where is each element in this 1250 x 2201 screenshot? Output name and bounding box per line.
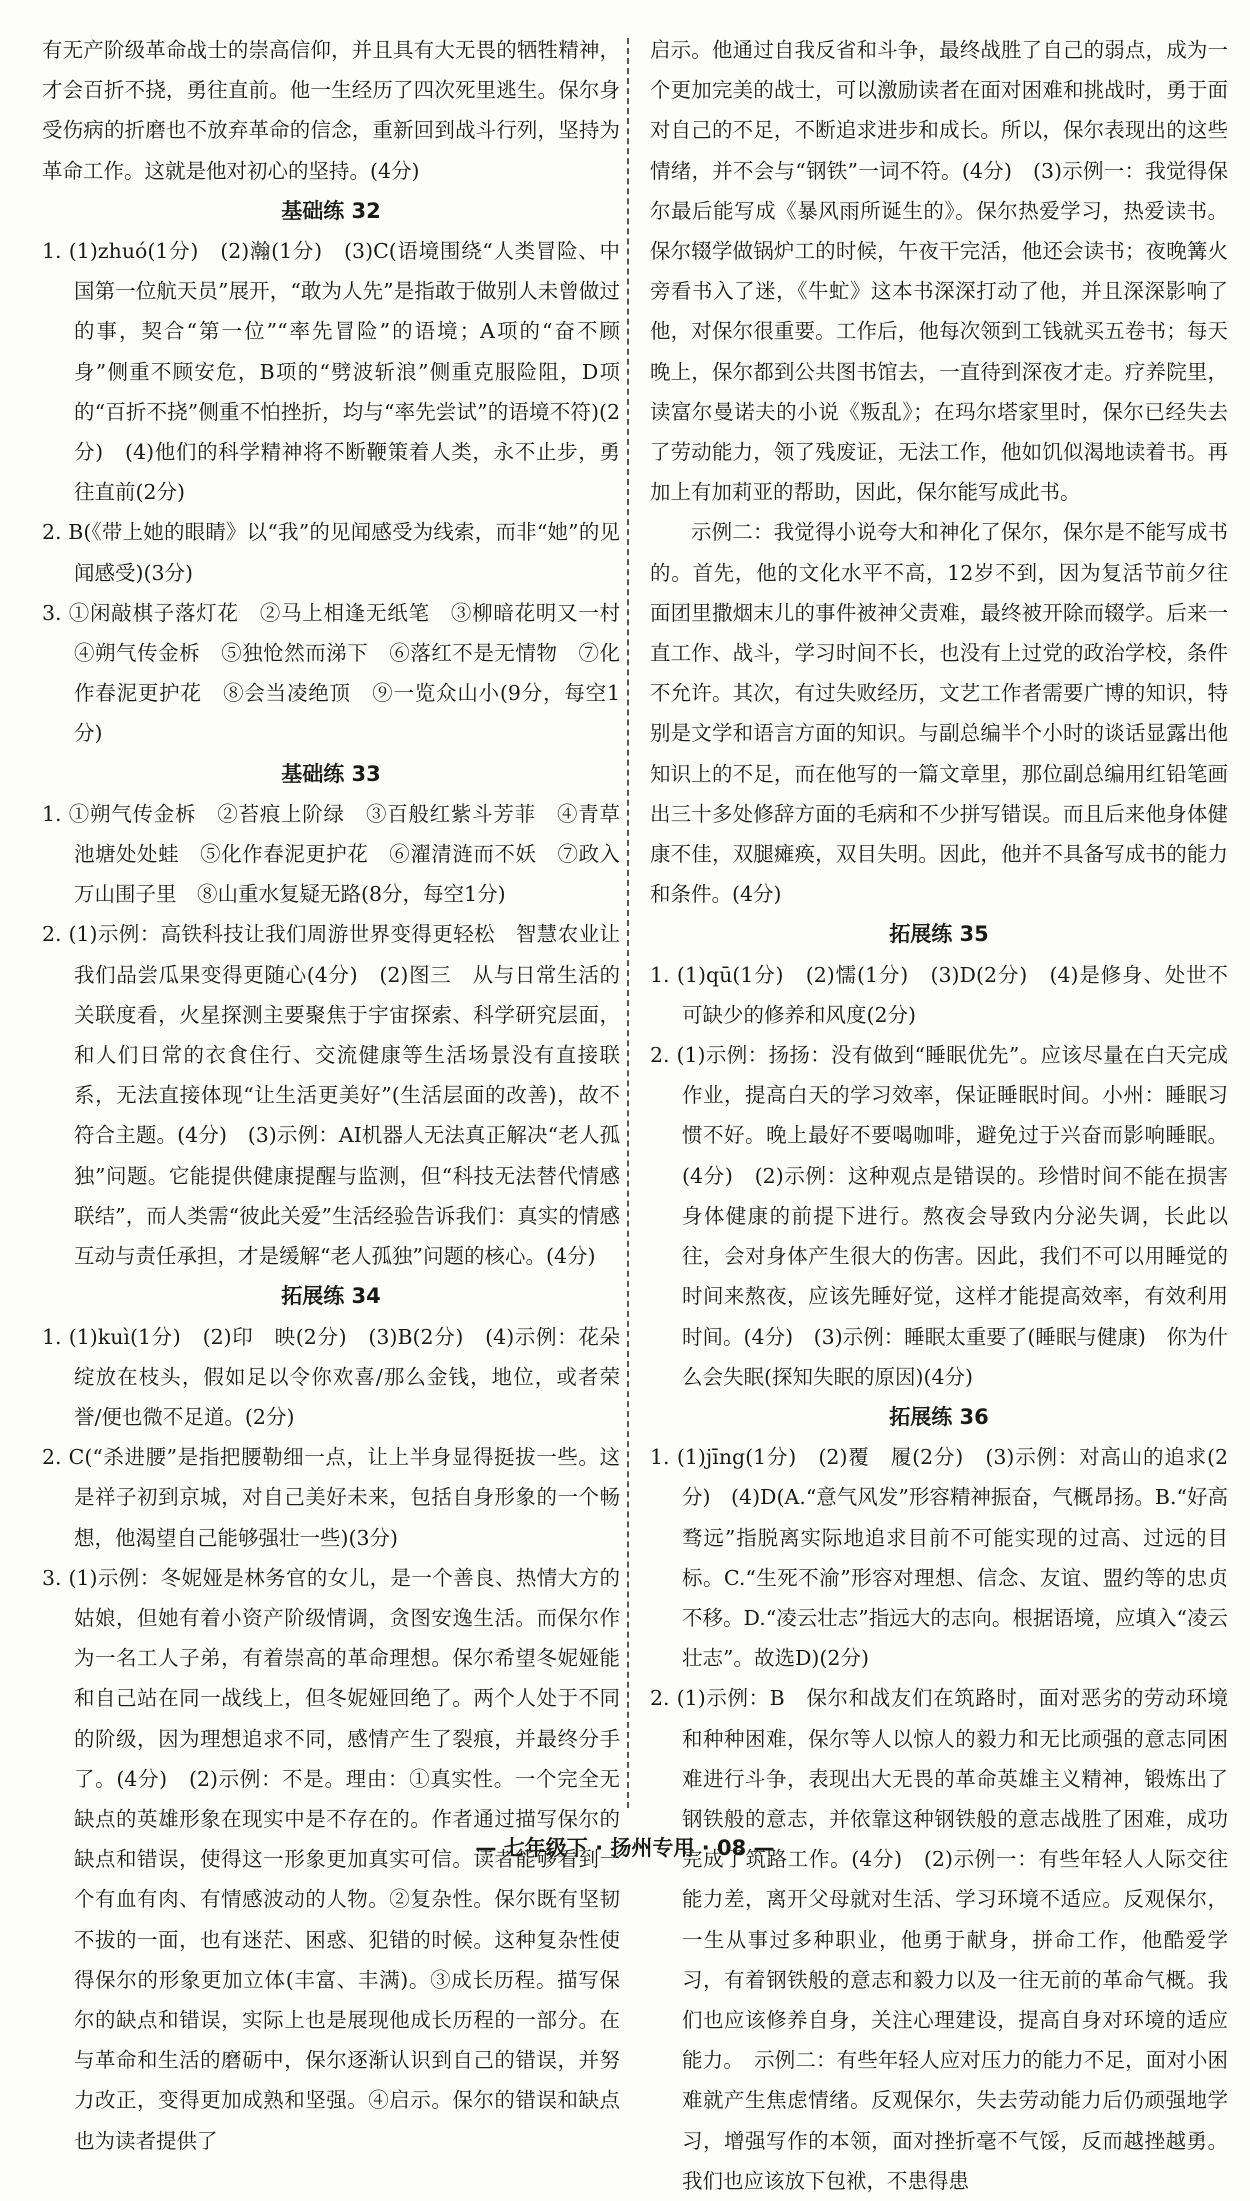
continued-paragraph-right: 启示。他通过自我反省和斗争，最终战胜了自己的弱点，成为一个更加完美的战士，可以激励读者在面对困难和挑战时，勇于面对自己的不足，不断追求进步和成长。所以，保尔表现出的这些情绪，并不会与“钢铁”一词不符。(4分) (3)示例一：我觉得保尔最后能写成《暴风雨所诞生的》。保尔热爱学习，热爱读书。保尔辍学做锅炉工的时候，午夜干完活，他还会读书；夜晚篝火旁看书入了迷，《牛虻》这本书深深打动了他，并且深深影响了他，对保尔很重要。工作后，他每次领到工钱就买五卷书；每天晚上，保尔都到公共图书馆去，一直待到深夜才走。疗养院里，读富尔曼诺夫的小说《叛乱》；在玛尔塔家里时，保尔已经失去了劳动能力，领了残废证，无法工作，他如饥似渴地读着书。再加上有加莉亚的帮助，因此，保尔能写成此书。 — [650, 38, 1228, 505]
answer-35-2: 2. (1)示例：扬扬：没有做到“睡眠优先”。应该尽量在白天完成作业，提高白天的学习效率，保证睡眠时间。小州：睡眠习惯不好。晚上最好不要喝咖啡，避免过于兴奋而影响睡眠。(4分) (2)示例：这种观点是错误的。珍惜时间不能在损害身体健康的前提下进行。熬夜会导致内分泌失调，长此以往，会对身体产生很大的伤害。因此，我们不可以用睡觉的时间来熬夜，应该先睡好觉，这样才能提高效率，有效利用时间。(4分) (3)示例：睡眠太重要了(睡眠与健康) 你为什么会失眠(探知失眠的原因)(4分) — [650, 1043, 1228, 1389]
example-two-paragraph: 示例二：我觉得小说夸大和神化了保尔，保尔是不能写成书的。首先，他的文化水平不高，12岁不到，因为复活节前夕往面团里撒烟末儿的事件被神父责难，最终被开除而辍学。后来一直工作、战斗，学习时间不长，也没有上过党的政治学校，条件不允许。其次，有过失败经历，文艺工作者需要广博的知识，特别是文学和语言方面的知识。与副总编半个小时的谈话显露出他知识上的不足，而在他写的一篇文章里，那位副总编用红铅笔画出三十多处修辞方面的毛病和不少拼写错误。而且后来他身体健康不佳，双腿瘫痪，双目失明。因此，他并不具备写成书的能力和条件。(4分) — [650, 520, 1228, 907]
page-footer: — 七年级下 · 扬州专用 · 08 — — [475, 1836, 775, 1860]
answer-32-3: 3. ①闲敲棋子落灯花 ②马上相逢无纸笔 ③柳暗花明又一村 ④朔气传金柝 ⑤独怆然而涕下 ⑥落红不是无情物 ⑦化作春泥更护花 ⑧会当凌绝顶 ⑨一览众山小(9分，每空1分) — [42, 600, 641, 746]
section-title-32: 基础练 32 — [281, 198, 381, 223]
answer-33-2: 2. (1)示例：高铁科技让我们周游世界变得更轻松 智慧农业让我们品尝瓜果变得更随心(4分) (2)图三 从与日常生活的关联度看，火星探测主要聚焦于宇宙探索、科学研究层面，和人们日常的衣食住行、交流健康等生活场景没有直接联系，无法直接体现“让生活更美好”(生活层面的改善)，故不符合主题。(4分) (3)示例：AI机器人无法真正解决“老人孤独”问题。它能提供健康提醒与监测，但“科技无法替代情感联结”，而人类需“彼此关爱”生活经验告诉我们：真实的情感互动与责任承担，才是缓解“老人孤独”问题的核心。(4分) — [42, 922, 620, 1269]
section-title-34: 拓展练 34 — [281, 1284, 381, 1309]
answer-34-2: 2. C(“杀进腰”是指把腰勒细一点，让上半身显得挺拔一些。这是祥子初到京城，对自己美好未来，包括自身形象的一个畅想，他渴望自己能够强壮一些)(3分) — [42, 1445, 620, 1550]
answer-36-1: 1. (1)jīng(1分) (2)覆 履(2分) (3)示例：对高山的追求(2分) (4)D(A.“意气风发”形容精神振奋，气概昂扬。B.“好高骛远”指脱离实际地追求目前不可能实现的过高、过远的目标。C.“生死不渝”形容对理想、信念、友谊、盟约等的忠贞不移。D.“凌云壮志”指远大的志向。根据语境，应填入“凌云壮志”。故选D)(2分) — [650, 1445, 1228, 1671]
section-title-36: 拓展练 36 — [889, 1404, 989, 1429]
continued-paragraph: 有无产阶级革命战士的崇高信仰，并且具有大无畏的牺牲精神，才会百折不挠，勇往直前。他一生经历了四次死里逃生。保尔身受伤病的折磨也不放弃革命的信念，重新回到战斗行列，坚持为革命工作。这就是他对初心的坚持。(4分) — [42, 38, 620, 183]
column-divider — [627, 38, 629, 1808]
answer-35-1: 1. (1)qū(1分) (2)懦(1分) (3)D(2分) (4)是修身、处世不可缺少的修养和风度(2分) — [650, 962, 1228, 1027]
section-title-33: 基础练 33 — [281, 761, 381, 786]
answer-34-3: 3. (1)示例：冬妮娅是林务官的女儿，是一个善良、热情大方的姑娘，但她有着小资产阶级情调，贪图安逸生活。而保尔作为一名工人子弟，有着崇高的革命理想。保尔希望冬妮娅能和自己站在同一战线上，但冬妮娅回绝了。两个人处于不同的阶级，因为理想追求不同，感情产生了裂痕，并最终分手了。(4分) (2)示例：不是。理由：①真实性。一个完全无缺点的英雄形象在现实中是不存在的。作者通过描写保尔的缺点和错误，使得这一形象更加真实可信。读者能够看到一个有血有肉、有情感波动的人物。②复杂性。保尔既有坚韧不拔的一面，也有迷茫、困惑、犯错的时候。这种复杂性使得保尔的形象更加立体(丰富、丰满)。③成长历程。描写保尔的缺点和错误，实际上也是展现他成长历程的一部分。在与革命和生活的磨砺中，保尔逐渐认识到自己的错误，并努力改正，变得更加成熟和坚强。④启示。保尔的错误和缺点也为读者提供了 — [42, 1565, 620, 2153]
right-column — [650, 30, 1228, 2201]
answer-32-1: 1. (1)zhuó(1分) (2)瀚(1分) (3)C(语境围绕“人类冒险、中国第一位航天员”展开，“敢为人先”是指敢于做别人未曾做过的事，契合“第一位”“率先冒险”的语境；A项的“奋不顾身”侧重不顾安危，B项的“劈波斩浪”侧重克服险阻，D项的“百折不挠”侧重不怕挫折，均与“率先尝试”的语境不符)(2分) (4)他们的科学精神将不断鞭策着人类，永不止步，勇往直前(2分) — [42, 239, 620, 505]
answer-34-1: 1. (1)kuì(1分) (2)印 映(2分) (3)B(2分) (4)示例：花朵绽放在枝头，假如足以令你欢喜/那么金钱，地位，或者荣誉/便也微不足道。(2分) — [42, 1324, 620, 1429]
answer-33-1: 1. ①朔气传金柝 ②苔痕上阶绿 ③百般红紫斗芳菲 ④青草池塘处处蛙 ⑤化作春泥更护花 ⑥濯清涟而不妖 ⑦政入万山围子里 ⑧山重水复疑无路(8分，每空1分) — [42, 801, 620, 907]
section-title-35: 拓展练 35 — [889, 922, 989, 947]
answer-36-2: 2. (1)示例：B 保尔和战友们在筑路时，面对恶劣的劳动环境和种种困难，保尔等人以惊人的毅力和无比顽强的意志同困难进行斗争，表现出大无畏的革命英雄主义精神，锻炼出了钢铁般的意志，并依靠这种钢铁般的意志战胜了困难，成功完成了筑路工作。(4分) (2)示例一：有些年轻人人际交往能力差，离开父母就对生活、学习环境不适应。反观保尔，一生从事过多种职业，他勇于献身，拼命工作，他酷爱学习，有着钢铁般的意志和毅力以及一往无前的革命气概。我们也应该修养自身，关注心理建设，提高自身对环境的适应能力。 示例二：有些年轻人应对压力的能力不足，面对小困难就产生焦虑情绪。反观保尔，失去劳动能力后仍顽强地学习，增强写作的本领，面对挫折毫不气馁，反而越挫越勇。我们也应该放下包袱，不患得患 — [650, 1686, 1228, 2193]
answer-32-2: 2. B(《带上她的眼睛》以“我”的见闻感受为线索，而非“她”的见闻感受)(3分) — [42, 520, 620, 585]
